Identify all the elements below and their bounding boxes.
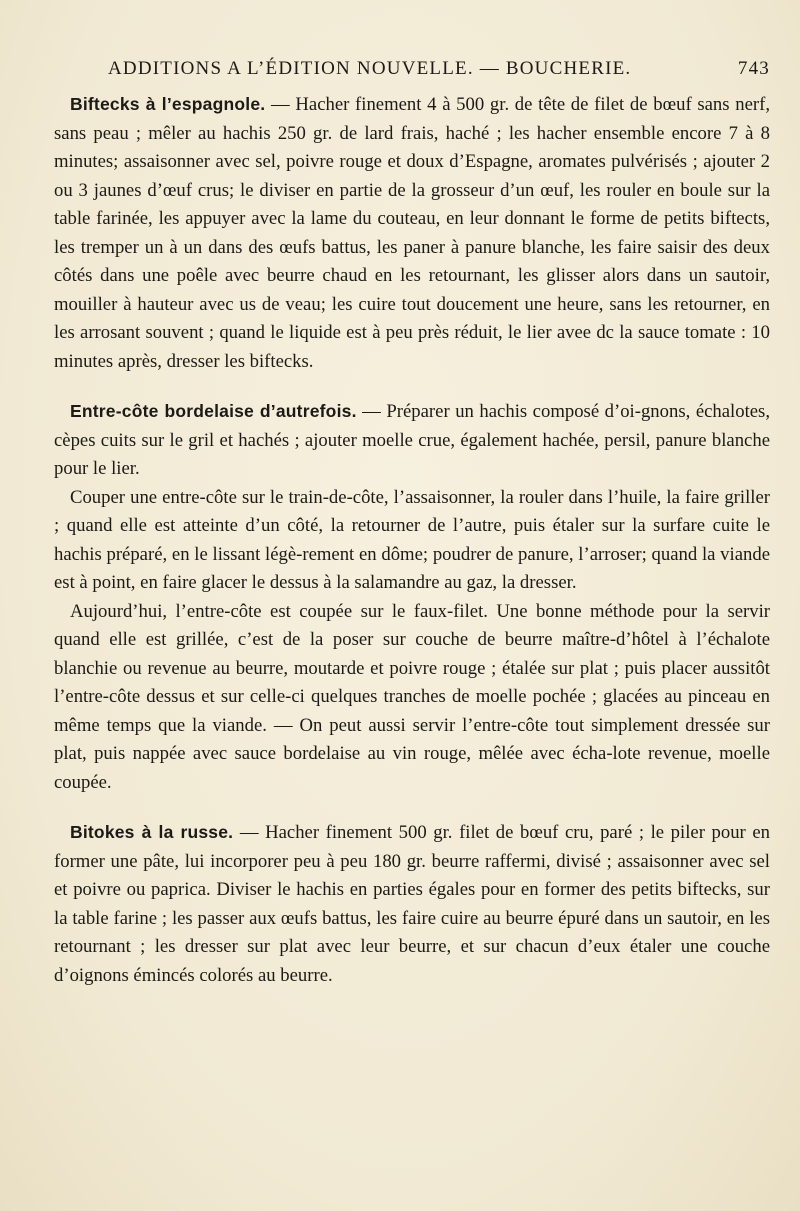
header-title: ADDITIONS A L’ÉDITION NOUVELLE. — BOUCHERIE.: [108, 58, 632, 79]
recipe-text: — Hacher finement 500 gr. filet de bœuf cru, paré ; le piler pour en former une pâte, lui incorporer peu à peu 180 gr. beurre raffermi, divisé ; assaisonner avec sel et poivre ou paprica. Diviser le hachis en parties égales pour en former des petits biftecks, sur la table farine ; les passer aux œufs battus, les faire cuire au beurre épuré dans un sautoir, en les retournant ; les dresser sur plat avec leur beurre, et sur chacun d’eux étaler une couche d’oignons émincés colorés au beurre.: [54, 822, 770, 986]
recipe-biftecks-espagnole: [54, 90, 770, 376]
recipe-paragraph: Aujourd’hui, l’entre-côte est coupée sur le faux-filet. Une bonne méthode pour la servir quand elle est grillée, c’est de la poser sur couche de beurre maître-d’hôtel à l’échalote blanchie ou revenue au beurre, moutarde et poivre rouge ; étalée sur plat ; puis placer aussitôt l’entre-côte dessus et sur celle-ci quelques tranches de moelle pochée ; glacées au pinceau en même temps que la viande. — On peut aussi servir l’entre-côte tout simplement dressée sur plat, puis nappée avec sauce bordelaise au vin rouge, mêlée avec écha-lote revenue, moelle coupée.: [54, 600, 770, 793]
recipe-bitokes-russe: [54, 818, 770, 990]
recipe-title: Bitokes à la russe.: [70, 822, 234, 842]
recipe-text: — Hacher finement 4 à 500 gr. de tête de filet de bœuf sans nerf, sans peau ; mêler au hachis 250 gr. de lard frais, haché ; les hacher ensemble encore 7 à 8 minutes; assaisonner avec sel, poivre rouge et doux d’Espagne, aromates pulvérisés ; ajouter 2 ou 3 jaunes d’œuf crus; le diviser en partie de la grosseur d’un œuf, les rouler en boule sur la table farinée, les appuyer avec la lame du couteau, en leur donnant le forme de petits biftects, les tremper un à un dans des œufs battus, les paner à panure blanche, les faire saisir des deux côtés dans une poêle avec beurre chaud en les retournant, les glisser alors dans un sautoir, mouiller à hauteur avec us de veau; les cuire tout doucement une heure, sans les retourner, en les arrosant souvent ; quand le liquide est à peu près réduit, le lier avee dc la sauce tomate : 10 minutes après, dresser les biftecks.: [54, 94, 770, 372]
page-number: 743: [737, 58, 770, 79]
recipe-paragraph: Couper une entre-côte sur le train-de-côte, l’assaisonner, la rouler dans l’huile, la faire griller ; quand elle est atteinte d’un côté, la retourner de l’autre, puis étaler sur la surfare cuite le hachis préparé, en le lissant légè-rement en dôme; poudrer de panure, l’arroser; quand la viande est à point, en faire glacer le dessus à la salamandre au gaz, la dresser.: [54, 486, 770, 593]
recipe-title: Entre-côte bordelaise d’autrefois.: [70, 401, 357, 421]
page-body: [54, 90, 770, 990]
running-header: [108, 58, 778, 86]
recipe-entre-cote-bordelaise: [54, 397, 770, 484]
recipe-title: Biftecks à l’espagnole.: [70, 94, 266, 114]
recipe-text: — Préparer un hachis composé d’oi-gnons, échalotes, cèpes cuits sur le gril et hachés ; ajouter moelle crue, également hachée, persil, panure blanche pour le lier.: [54, 401, 771, 479]
